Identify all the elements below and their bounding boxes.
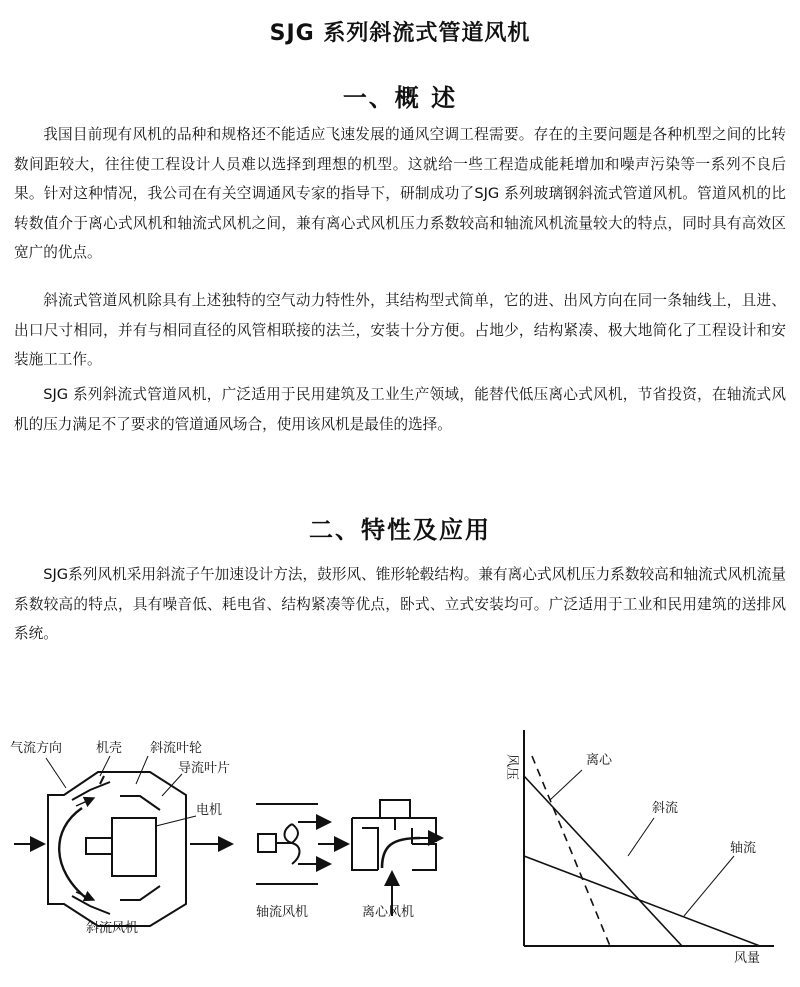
overview-paragraph-1: 我国目前现有风机的品种和规格还不能适应飞速发展的通风空调工程需要。存在的主要问题是各种机型之间的比转数间距较大，往往使工程设计人员难以选择到理想的机型。这就给一些工程造成能耗增加和噪声污染等一系列不良后果。针对这种情况，我公司在有关空调通风专家的指导下，研制成功了SJG 系列玻璃钢斜流式管道风机。管道风机的比转数值介于离心式风机和轴流式风机之间，兼有离心式风机压力系数较高和轴流风机流量较大的特点，同时具有高效区宽广的优点。	[14, 126, 786, 261]
section-heading-overview: 一、概 述	[342, 84, 458, 112]
features-paragraph-1: SJG系列风机采用斜流子午加速设计方法，鼓形风、锥形轮毂结构。兼有离心式风机压力系数较高和轴流式风机流量系数较高的特点，具有噪音低、耗电省、结构紧凑等优点，卧式、立式安装均可。广泛适用于工业和民用建筑的送排风系统。	[14, 566, 786, 642]
fan-diagram-svg	[0, 720, 800, 983]
label-mixed-flow-fan: 斜流风机	[86, 921, 139, 936]
casing-outline	[48, 772, 186, 926]
label-motor: 电机	[196, 803, 223, 818]
axial-motor	[258, 834, 276, 852]
label-guide-vanes: 导流叶片	[178, 761, 231, 776]
curve-label-axial: 轴流	[730, 841, 757, 856]
guide-vane-bottom	[120, 886, 160, 900]
label-casing: 机壳	[96, 741, 123, 756]
mixed-flow-fan-drawing	[14, 756, 232, 926]
label-axial-fan: 轴流风机	[256, 905, 309, 920]
centrifugal-fan-drawing	[352, 800, 442, 916]
section-heading-features: 二、特性及应用	[309, 516, 491, 544]
curve-axial	[524, 856, 760, 946]
curve-centrifugal	[532, 756, 610, 946]
performance-graph	[524, 730, 774, 946]
impeller-curve	[59, 808, 86, 898]
centrifugal-impeller-left	[362, 828, 378, 870]
curve-label-centrifugal: 离心	[586, 753, 613, 768]
label-mixed-flow-impeller: 斜流叶轮	[150, 741, 203, 756]
label-centrifugal-fan: 离心风机	[362, 905, 415, 920]
guide-vane-top	[120, 796, 160, 810]
motor-box	[112, 818, 156, 876]
curve-label-mixed-flow: 斜流	[652, 801, 679, 816]
centrifugal-motor	[380, 800, 410, 818]
shaft	[86, 838, 112, 854]
fan-diagram-figure	[0, 720, 800, 983]
graph-ylabel: 风压	[504, 754, 519, 781]
graph-xlabel: 风量	[734, 951, 761, 966]
label-airflow-direction: 气流方向	[10, 741, 63, 756]
centrifugal-flow-path	[382, 838, 420, 868]
page-title: SJG 系列斜流式管道风机	[269, 21, 531, 46]
overview-paragraph-2: 斜流式管道风机除具有上述独特的空气动力特性外，其结构型式简单，它的进、出风方向在同一条轴线上，且进、出口尺寸相同，并有与相同直径的风管相联接的法兰，安装十分方便。占地少，结构紧凑、极大地简化了工程设计和安装施工工作。	[14, 292, 786, 368]
overview-paragraph-3: SJG 系列斜流式管道风机，广泛适用于民用建筑及工业生产领域，能替代低压离心式风机，节省投资，在轴流式风机的压力满足不了要求的管道通风场合，使用该风机是最佳的选择。	[14, 386, 786, 433]
axial-fan-drawing	[256, 804, 348, 884]
